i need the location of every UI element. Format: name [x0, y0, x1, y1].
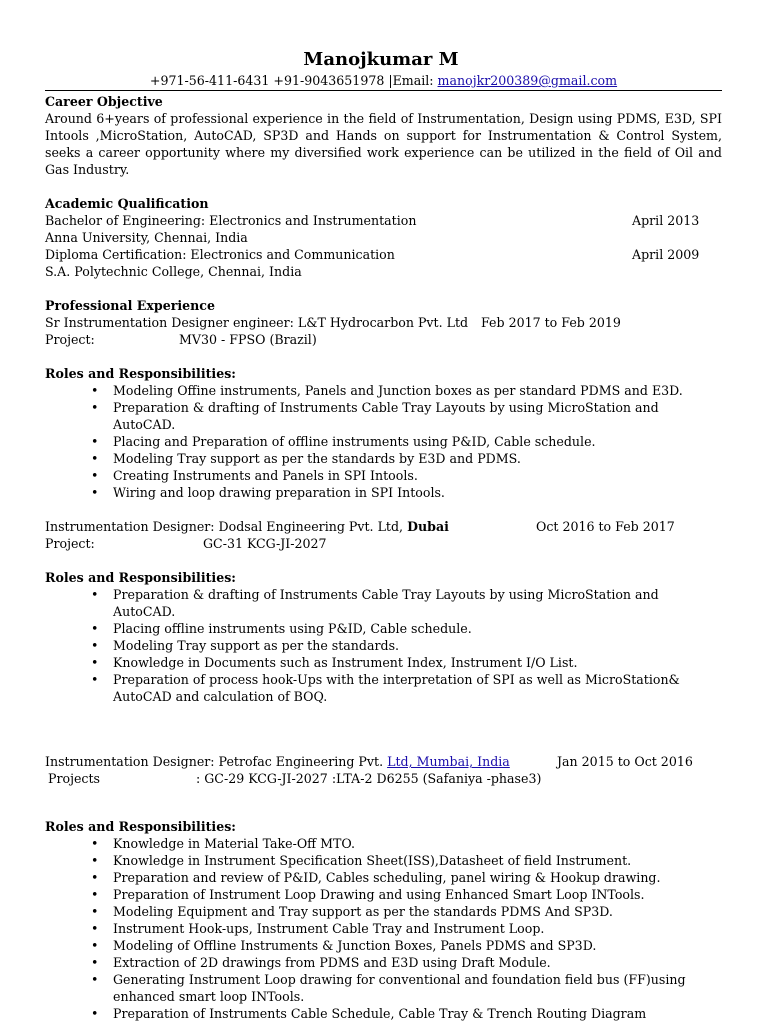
- project-name: : GC-29 KCG-JI-2027 :LTA-2 D6255 (Safaniya -phase3): [196, 771, 542, 786]
- project-name: GC-31 KCG-JI-2027: [203, 536, 327, 551]
- job-entry: [45, 314, 722, 348]
- job-dates: Feb 2017 to Feb 2019: [481, 315, 621, 330]
- degree-title: Diploma Certification: Electronics and Communication: [45, 247, 395, 262]
- degree-school: Anna University, Chennai, India: [45, 230, 248, 245]
- list-item: • Preparation of Instrument Loop Drawing and using Enhanced Smart Loop INTools.: [113, 886, 722, 903]
- roles-heading: Roles and Responsibilities:: [45, 819, 236, 834]
- project-label: Project:: [45, 536, 95, 551]
- roles-heading: Roles and Responsibilities:: [45, 366, 236, 381]
- career-objective-heading: Career Objective: [45, 94, 163, 109]
- list-item: • Modeling of Offline Instruments & Junction Boxes, Panels PDMS and SP3D.: [113, 937, 722, 954]
- project-label: Projects: [48, 771, 101, 786]
- list-item: • Wiring and loop drawing preparation in SPI Intools.: [113, 484, 722, 501]
- job-project: [45, 331, 722, 348]
- list-item: • Preparation & drafting of Instruments Cable Tray Layouts by using MicroStation and AutoCAD.: [113, 586, 722, 620]
- list-item: • Knowledge in Material Take-Off MTO.: [113, 835, 722, 852]
- job-project: [45, 770, 722, 787]
- academic-item: [45, 212, 722, 246]
- contact-phones: +971-56-411-6431 +91-9043651978 |Email:: [149, 73, 438, 88]
- contact-line: [45, 72, 722, 89]
- list-item: • Instrument Hook-ups, Instrument Cable Tray and Instrument Loop.: [113, 920, 722, 937]
- list-item: • Modeling Tray support as per the standards.: [113, 637, 722, 654]
- list-item: • Preparation and review of P&ID, Cables scheduling, panel wiring & Hookup drawing.: [113, 869, 722, 886]
- job-title: Sr Instrumentation Designer engineer: L&T Hydrocarbon Pvt. Ltd: [45, 315, 469, 330]
- list-item: • Modeling Tray support as per the standards by E3D and PDMS.: [113, 450, 722, 467]
- job-location: Dubai: [407, 519, 449, 534]
- job-dates: Oct 2016 to Feb 2017: [536, 519, 675, 534]
- job-location-link[interactable]: Ltd, Mumbai, India: [387, 754, 510, 769]
- academic-item: [45, 246, 722, 280]
- email-link[interactable]: manojkr200389@gmail.com: [437, 73, 618, 88]
- project-label: Project:: [45, 332, 95, 347]
- list-item: • Modeling Offine instruments, Panels and Junction boxes as per standard PDMS and E3D.: [113, 382, 722, 399]
- job-entry: [45, 518, 722, 552]
- roles-list: [45, 586, 722, 705]
- experience-heading: Professional Experience: [45, 298, 215, 313]
- list-item: • Placing and Preparation of offline instruments using P&ID, Cable schedule.: [113, 433, 722, 450]
- list-item: • Preparation & drafting of Instruments Cable Tray Layouts by using MicroStation and AutoCAD.: [113, 399, 722, 433]
- roles-list: [45, 835, 722, 1022]
- academic-heading: Academic Qualification: [45, 196, 209, 211]
- project-name: MV30 - FPSO (Brazil): [179, 332, 317, 347]
- career-objective-text: Around 6+years of professional experience in the field of Instrumentation, Design using PDMS, E3D, SPI Intools ,MicroStation, AutoCAD, SP3D and Hands on support for Instrumentation & Control System, seeks a career opportunity where my diversified work experience can be utilized in the field of Oil and Gas Industry.: [45, 111, 722, 177]
- resume-page: [45, 48, 722, 1022]
- list-item: • Placing offline instruments using P&ID, Cable schedule.: [113, 620, 722, 637]
- degree-date: April 2013: [632, 213, 700, 228]
- header-divider: [45, 90, 722, 91]
- degree-title: Bachelor of Engineering: Electronics and Instrumentation: [45, 213, 417, 228]
- candidate-name: Manojkumar M: [303, 49, 459, 70]
- list-item: • Generating Instrument Loop drawing for conventional and foundation field bus (FF)using enhanced smart loop INTools.: [113, 971, 722, 1005]
- job-title-text: Instrumentation Designer: Petrofac Engineering Pvt.: [45, 754, 388, 769]
- list-item: • Knowledge in Instrument Specification Sheet(ISS),Datasheet of field Instrument.: [113, 852, 722, 869]
- job-title-text: Instrumentation Designer: Dodsal Engineering Pvt. Ltd,: [45, 519, 408, 534]
- degree-date: April 2009: [632, 247, 700, 262]
- roles-heading: Roles and Responsibilities:: [45, 570, 236, 585]
- list-item: • Knowledge in Documents such as Instrument Index, Instrument I/O List.: [113, 654, 722, 671]
- job-dates: Jan 2015 to Oct 2016: [557, 754, 693, 769]
- job-project: [45, 535, 722, 552]
- list-item: • Modeling Equipment and Tray support as per the standards PDMS And SP3D.: [113, 903, 722, 920]
- degree-school: S.A. Polytechnic College, Chennai, India: [45, 264, 302, 279]
- list-item: • Preparation of process hook-Ups with the interpretation of SPI as well as MicroStation& AutoCAD and calculation of BOQ.: [113, 671, 722, 705]
- list-item: • Preparation of Instruments Cable Schedule, Cable Tray & Trench Routing Diagram: [113, 1005, 722, 1022]
- list-item: • Extraction of 2D drawings from PDMS and E3D using Draft Module.: [113, 954, 722, 971]
- roles-list: [45, 382, 722, 501]
- job-entry: [45, 753, 722, 787]
- list-item: • Creating Instruments and Panels in SPI Intools.: [113, 467, 722, 484]
